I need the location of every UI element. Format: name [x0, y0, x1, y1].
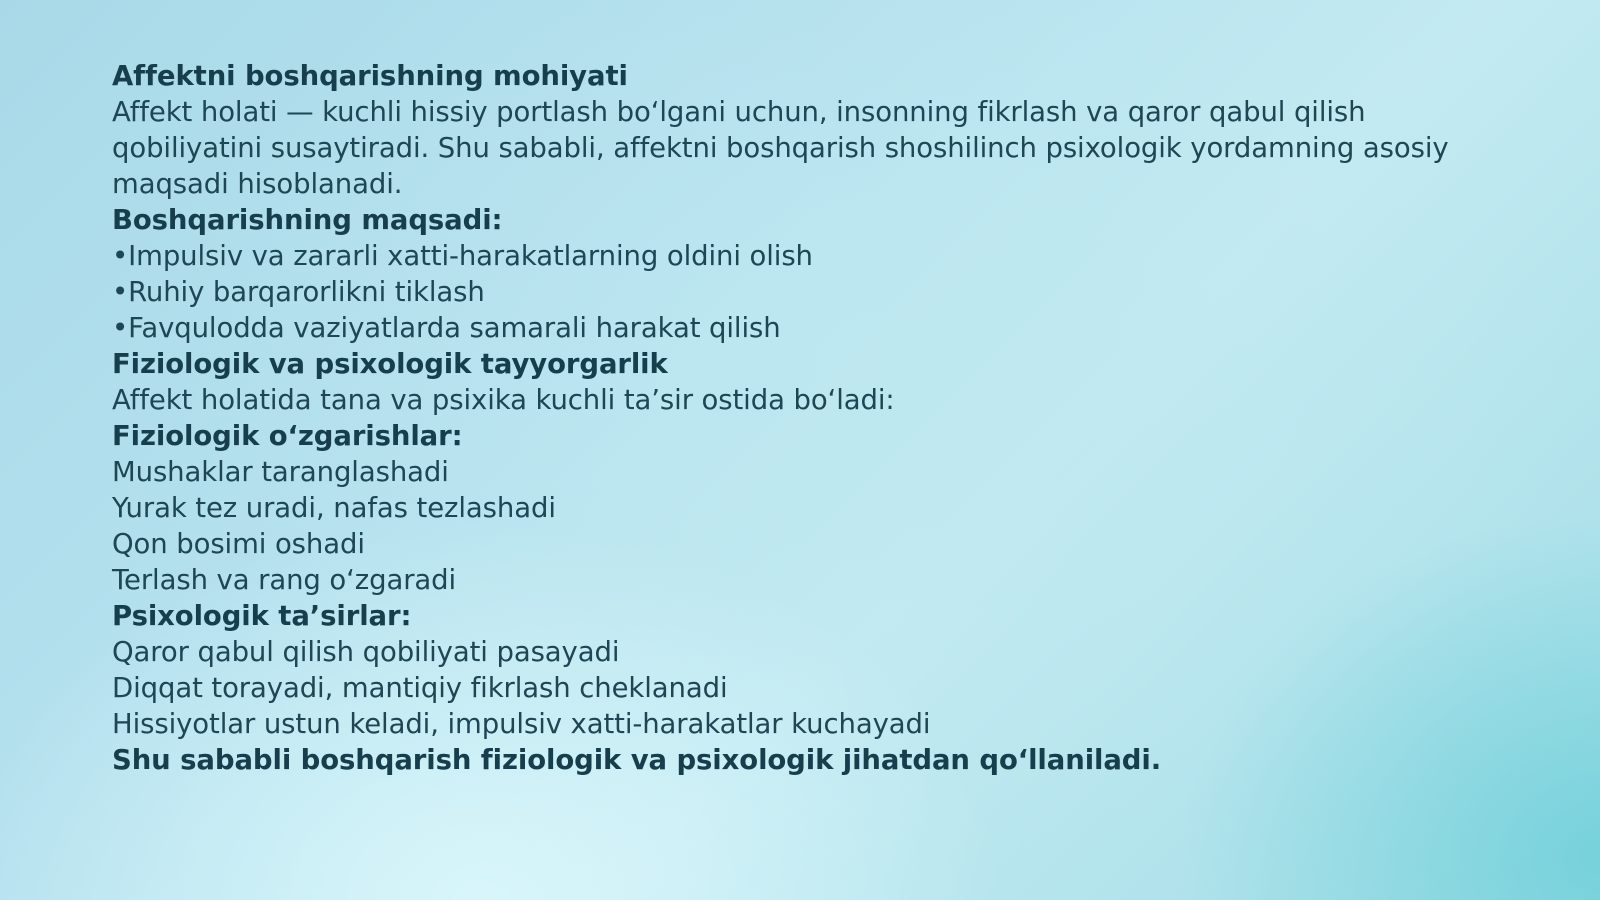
heading-physiological-changes: Fiziologik o‘zgarishlar:	[112, 420, 463, 452]
psychological-item: Diqqat torayadi, mantiqiy fikrlash cheklanadi	[112, 672, 728, 704]
physiological-item: Yurak tez uradi, nafas tezlashadi	[112, 492, 556, 524]
slide-content	[112, 58, 1512, 778]
heading-preparation: Fiziologik va psixologik tayyorgarlik	[112, 348, 668, 380]
physiological-item: Terlash va rang o‘zgaradi	[112, 564, 457, 596]
goal-item: •Favqulodda vaziyatlarda samarali harakat qilish	[112, 312, 781, 344]
physiological-item: Qon bosimi oshadi	[112, 528, 365, 560]
heading-management-goal: Boshqarishning maqsadi:	[112, 204, 503, 236]
physiological-item: Mushaklar taranglashadi	[112, 456, 449, 488]
section-intro: Affekt holatida tana va psixika kuchli ta’sir ostida bo‘ladi:	[112, 384, 895, 416]
heading-psychological-effects: Psixologik ta’sirlar:	[112, 600, 412, 632]
conclusion-text: Shu sababli boshqarish fiziologik va psixologik jihatdan qo‘llaniladi.	[112, 744, 1162, 776]
psychological-item: Qaror qabul qilish qobiliyati pasayadi	[112, 636, 620, 668]
goal-item: •Ruhiy barqarorlikni tiklash	[112, 276, 485, 308]
psychological-item: Hissiyotlar ustun keladi, impulsiv xatti-harakatlar kuchayadi	[112, 708, 931, 740]
heading-affect-essence: Affektni boshqarishning mohiyati	[112, 60, 628, 92]
intro-paragraph: Affekt holati — kuchli hissiy portlash bo‘lgani uchun, insonning fikrlash va qaror qabul qilish qobiliyatini susaytiradi. Shu sababli, affektni boshqarish shoshilinch psixologik yordamning asosiy maqsadi hisoblanadi.	[112, 96, 1449, 200]
goal-item: •Impulsiv va zararli xatti-harakatlarning oldini olish	[112, 240, 813, 272]
